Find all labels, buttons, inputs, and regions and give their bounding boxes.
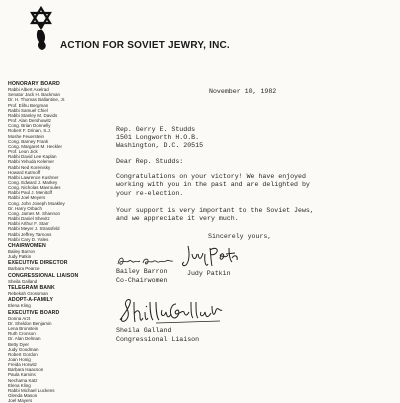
member-name: Ruth Cronson bbox=[8, 331, 36, 337]
member-name: Barbara Pearce bbox=[8, 266, 40, 272]
member-name: Judy Patkin bbox=[8, 254, 32, 260]
member-name: Cong. Edward J. Markey bbox=[8, 179, 58, 185]
paragraph-line: your re-election. bbox=[116, 189, 184, 197]
section-heading: TELEGRAM BANK bbox=[8, 284, 55, 291]
member-name: Dr. Sheldon Benjamin bbox=[8, 320, 52, 326]
address-line: 1501 Longworth H.O.B. bbox=[116, 134, 200, 142]
paragraph-support bbox=[116, 207, 314, 224]
member-name: Glenda Mason bbox=[8, 393, 38, 399]
member-name: Cong. Nicholas Mavroules bbox=[8, 185, 61, 191]
section-heading: EXECUTIVE BOARD bbox=[8, 309, 60, 316]
signatory-title: Co-Chairwomen bbox=[116, 277, 168, 284]
signature-judy-patkin bbox=[180, 242, 240, 270]
member-name: Joel Mayers bbox=[8, 398, 33, 403]
member-name: Rabbi Meyer J. Strassfeld bbox=[8, 226, 60, 232]
member-name: Judy Goodman bbox=[8, 346, 39, 352]
member-name: Rabbi Daniel Shevitz bbox=[8, 216, 50, 222]
member-name: Cong. James M. Shannon bbox=[8, 210, 61, 216]
salutation: Dear Rep. Studds: bbox=[116, 158, 184, 165]
member-name: Senator Jack H. Backman bbox=[8, 92, 61, 98]
member-name: Dr. Alan Delman bbox=[8, 336, 41, 342]
section-heading: CONGRESSIONAL LIAISON bbox=[8, 272, 79, 279]
signature-sheila-galland bbox=[116, 296, 226, 328]
member-name: Cong. John Joseph Moakley bbox=[8, 200, 65, 206]
member-name: Prof. Leon Jick bbox=[8, 149, 38, 155]
paragraph-line: and we appreciate it very much. bbox=[116, 215, 239, 223]
member-name: Prof. Elihu Bergman bbox=[8, 102, 49, 108]
paragraph-congratulations bbox=[116, 173, 310, 198]
member-name: Rabbi Albert Axelrad bbox=[8, 87, 49, 93]
paragraph-line: working with you in the past and are delighted by bbox=[116, 181, 310, 189]
member-name: Rabbi David Lee Kaplan bbox=[8, 154, 57, 160]
member-name: Lena Bronstein bbox=[8, 326, 39, 332]
board-member-list bbox=[8, 80, 110, 403]
address-line: Washington, D.C. 20515 bbox=[116, 142, 204, 150]
section-heading: HONORARY BOARD bbox=[8, 81, 60, 87]
member-name: Robert Gordon bbox=[8, 351, 38, 357]
member-name: Freida Horwitz bbox=[8, 362, 38, 368]
member-name: Elena Kling bbox=[8, 303, 31, 309]
letter-body bbox=[116, 0, 396, 400]
member-name: Prof. Alan Dershowitz bbox=[8, 118, 52, 124]
member-name: Rabbi Joel Meyers bbox=[8, 195, 46, 201]
member-name: Moshe Feuerstein bbox=[8, 133, 45, 139]
closing: Sincerely yours, bbox=[208, 233, 272, 240]
organization-name: ACTION FOR SOVIET JEWRY, INC. bbox=[60, 40, 230, 51]
member-name: Rabbi Ned Korenisky bbox=[8, 164, 51, 170]
section-heading: ADOPT-A-FAMILY bbox=[8, 297, 54, 304]
member-name: Dr. Harry Orbach bbox=[8, 205, 43, 211]
member-name: Rabbi Stanley M. Davids bbox=[8, 112, 58, 118]
member-name: Nechama Katz bbox=[8, 377, 38, 383]
member-name: Rabbi Cary D. Yales bbox=[8, 236, 49, 242]
member-name: Donna Arzt bbox=[8, 315, 31, 321]
member-name: Rabbi Jeffrey Tarnoss bbox=[8, 231, 52, 237]
member-name: Rabbi Arthur F. Starr bbox=[8, 221, 49, 227]
signature-bailey-barron bbox=[116, 254, 176, 268]
letter-date: November 10, 1982 bbox=[209, 88, 277, 95]
member-name: Cong. Margaret M. Heckler bbox=[8, 143, 63, 149]
signatory-title: Congressional Liaison bbox=[116, 336, 200, 343]
member-name: Robert F. Drinan, S.J. bbox=[8, 128, 52, 134]
member-name: Dr. H. Thomas Ballantine, Jr. bbox=[8, 97, 66, 103]
member-name: Cong. Brian Donnelly bbox=[8, 123, 51, 129]
address-line: Rep. Gerry E. Studds bbox=[116, 126, 196, 133]
recipient-address bbox=[116, 126, 203, 151]
signatory-name: Bailey Barron bbox=[116, 268, 168, 275]
paragraph-line: Congratulations on your victory! We have enjoyed bbox=[116, 173, 306, 180]
member-name: Barbara Isaacson bbox=[8, 367, 44, 373]
member-name: Betty Dyer bbox=[8, 341, 30, 347]
member-name: Elena Kling bbox=[8, 382, 31, 388]
signatory-name: Sheila Galland bbox=[116, 327, 172, 334]
member-name: Sheila Galland bbox=[8, 278, 38, 284]
member-name: Paula Kamins bbox=[8, 372, 36, 378]
member-name: Cong. Barney Frank bbox=[8, 138, 49, 144]
member-name: Rabbi Yehuda Kelemer bbox=[8, 159, 55, 165]
member-name: Rabbi Lawrence Kushner bbox=[8, 174, 59, 180]
member-name: Bailey Barron bbox=[8, 249, 36, 254]
star-of-david-with-figure-icon bbox=[29, 6, 53, 52]
member-name: Howard Kutmoff bbox=[8, 169, 41, 175]
paragraph-line: Your support is very important to the Soviet Jews, bbox=[116, 207, 314, 214]
member-name: Rebekah Grossman bbox=[8, 291, 49, 297]
member-name: Joan Honig bbox=[8, 356, 31, 362]
signatory-name: Judy Patkin bbox=[187, 270, 231, 277]
member-name: Rabbi Samuel Chiel bbox=[8, 107, 48, 113]
member-name: Rabbi Paul J. Menitoff bbox=[8, 190, 52, 196]
member-name: Rabbi Michael Luckens bbox=[8, 387, 55, 393]
section-heading: EXECUTIVE DIRECTOR bbox=[8, 260, 68, 267]
section-heading: CHAIRWOMEN bbox=[8, 242, 46, 249]
